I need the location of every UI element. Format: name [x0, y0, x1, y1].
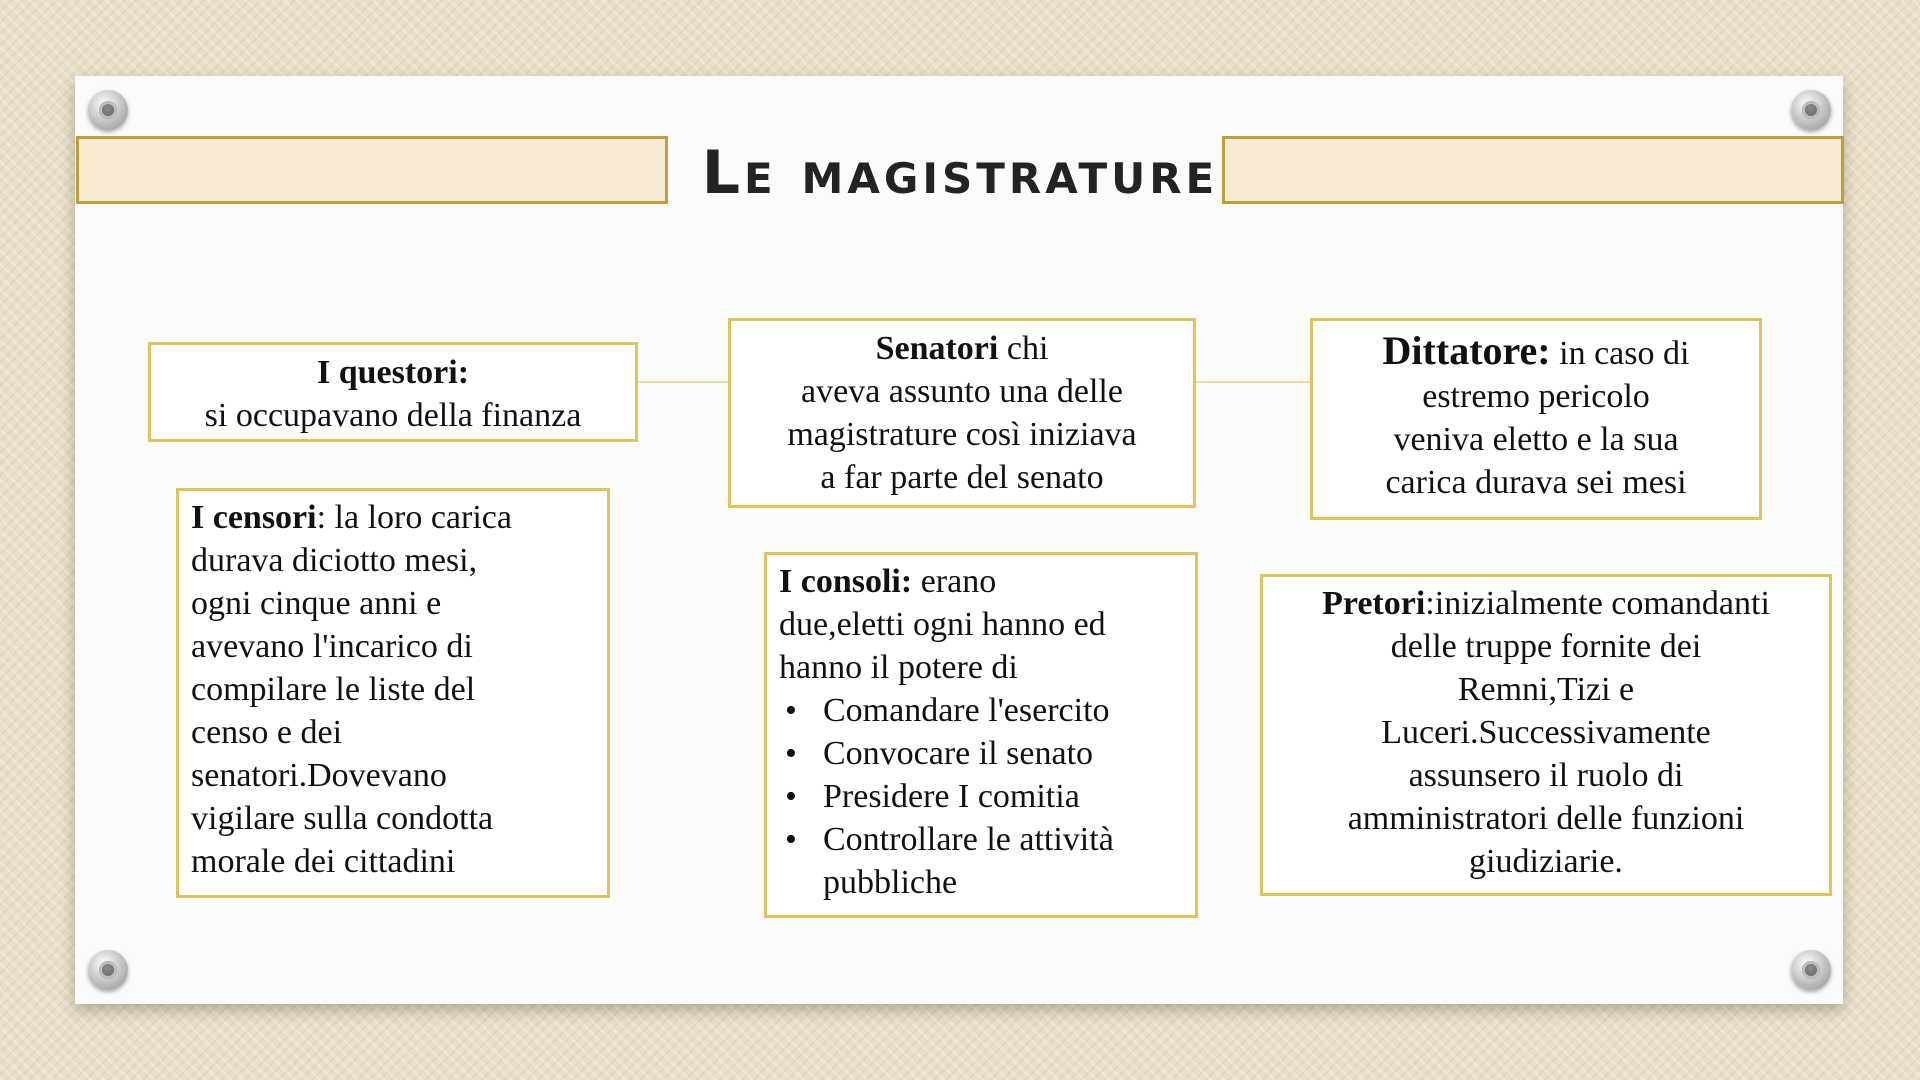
senatori-heading: Senatori [875, 330, 999, 367]
pin-top-right-icon [1791, 90, 1831, 130]
censori-line-8: vigilare sulla condotta [191, 800, 494, 837]
censori-line-9: morale dei cittadini [191, 843, 456, 880]
censori-line-4: avevano l'incarico di [191, 628, 473, 665]
pretori-line-1: :inizialmente comandanti [1425, 585, 1770, 622]
dittatore-line-3: veniva eletto e la sua [1393, 421, 1679, 458]
pin-top-left-icon [88, 90, 128, 130]
censori-line-2: durava diciotto mesi, [191, 542, 478, 579]
pin-bottom-right-icon [1791, 950, 1831, 990]
censori-heading: I censori [191, 499, 317, 536]
title-band-left [76, 136, 668, 204]
dittatore-line-4: carica durava sei mesi [1385, 464, 1687, 501]
connector-right [1194, 381, 1310, 383]
questori-text: si occupavano della finanza [204, 397, 582, 434]
senatori-line-2: aveva assunto una delle [801, 373, 1123, 410]
dittatore-line-2: estremo pericolo [1422, 378, 1650, 415]
pin-bottom-left-icon [88, 950, 128, 990]
censori-line-6: censo e dei [191, 714, 343, 751]
consoli-line-1: erano [912, 563, 997, 600]
senatori-box [728, 318, 1196, 508]
consoli-bullet-item: • Presidere I comitia [779, 775, 1195, 818]
consoli-bullet-item: • Comandare l'esercito [779, 689, 1195, 732]
consoli-line-2: due,eletti ogni hanno ed [779, 606, 1106, 643]
senatori-line-3: magistrature così iniziava [787, 416, 1137, 453]
pretori-line-7: giudiziarie. [1469, 843, 1623, 880]
pretori-box [1260, 574, 1832, 896]
consoli-bullet-item: • Convocare il senato [779, 732, 1195, 775]
dittatore-line-1: in caso di [1550, 335, 1690, 372]
censori-box [176, 488, 610, 898]
senatori-line-1: chi [998, 330, 1049, 367]
pretori-line-4: Luceri.Successivamente [1381, 714, 1711, 751]
questori-box [148, 342, 638, 442]
censori-line-5: compilare le liste del [191, 671, 476, 708]
censori-line-1: : la loro carica [316, 499, 512, 536]
consoli-line-3: hanno il potere di [779, 649, 1018, 686]
consoli-bullet-item: • Controllare le attività pubbliche [779, 818, 1195, 904]
senatori-line-4: a far parte del senato [820, 459, 1104, 496]
censori-line-7: senatori.Dovevano [191, 757, 447, 794]
censori-line-3: ogni cinque anni e [191, 585, 442, 622]
consoli-heading: I consoli: [779, 563, 913, 600]
pretori-line-5: assunsero il ruolo di [1408, 757, 1684, 794]
page-title: Le magistrature [701, 138, 1219, 208]
dittatore-box [1310, 318, 1762, 520]
title-band-right [1222, 136, 1844, 204]
pretori-heading: Pretori [1322, 585, 1426, 622]
questori-heading: I questori: [316, 354, 470, 391]
pretori-line-2: delle truppe fornite dei [1390, 628, 1702, 665]
dittatore-heading: Dittatore: [1382, 328, 1551, 373]
consoli-box [764, 552, 1198, 918]
pretori-line-6: amministratori delle funzioni [1347, 800, 1745, 837]
consoli-bullet-list [779, 689, 1195, 904]
pretori-line-3: Remni,Tizi e [1457, 671, 1635, 708]
connector-left [636, 381, 729, 383]
